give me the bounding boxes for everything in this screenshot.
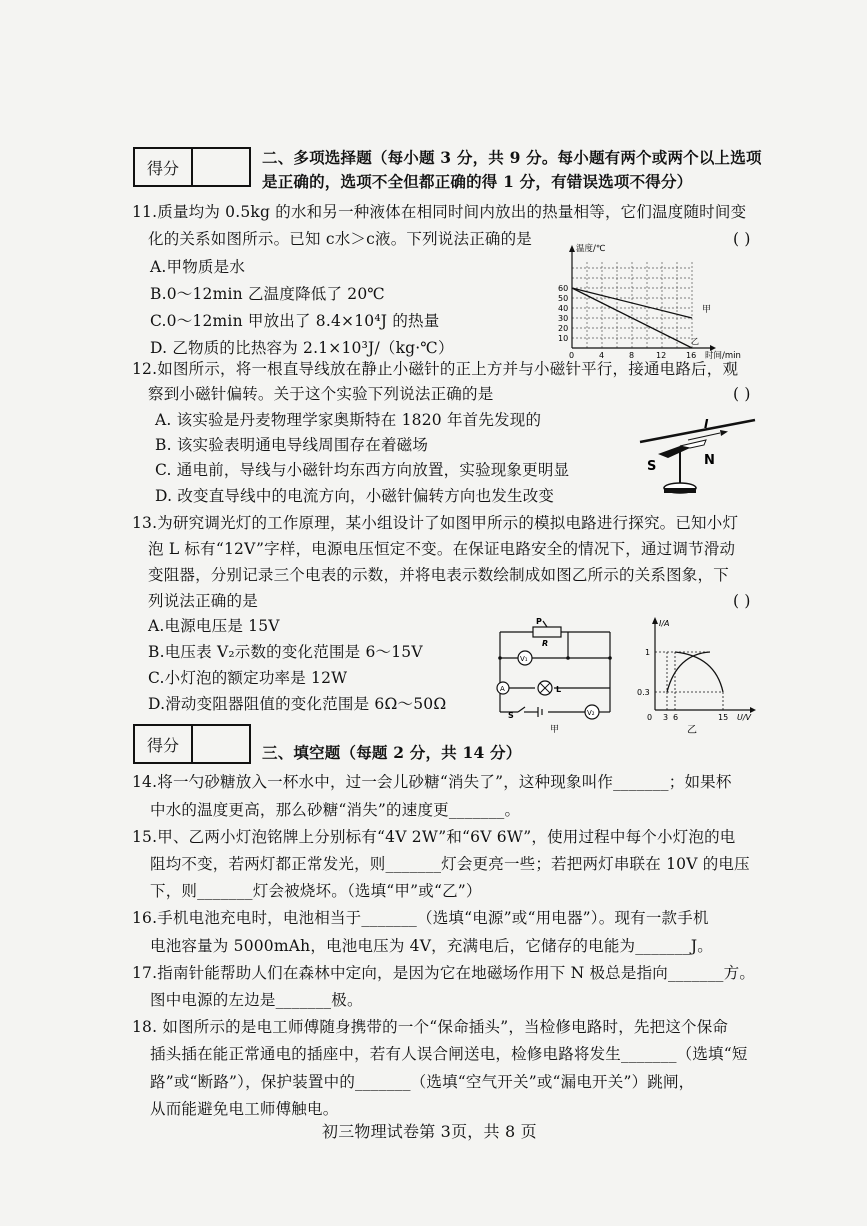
option: B.0～12min 乙温度降低了 20℃ bbox=[150, 285, 385, 303]
question-stem: 化的关系如图所示。已知 c水＞c液。下列说法正确的是 bbox=[148, 230, 532, 248]
x-tick: 16 bbox=[686, 351, 697, 360]
option: C.0～12min 甲放出了 8.4×10⁴J 的热量 bbox=[150, 312, 440, 330]
option: C. 通电前，导线与小磁针均东西方向放置，实验现象更明显 bbox=[155, 461, 570, 479]
option: D. 改变直导线中的电流方向，小磁针偏转方向也发生改变 bbox=[155, 487, 555, 505]
question-stem: 12.如图所示，将一根直导线放在静止小磁针的正上方并与小磁针平行，接通电路后，观 bbox=[132, 360, 739, 378]
ammeter-label: A bbox=[500, 685, 505, 693]
x-tick: 0 bbox=[647, 713, 653, 722]
score-box bbox=[133, 724, 251, 764]
section-heading: 是正确的，选项不全但都正确的得 1 分，有错误选项不得分） bbox=[262, 172, 693, 191]
lamp-label: L bbox=[556, 685, 562, 694]
question-line: 16.手机电池充电时，电池相当于_______（选填“电源”或“用电器”）。现有一款手机 bbox=[132, 909, 709, 927]
y-axis-label: I/A bbox=[659, 619, 670, 628]
south-pole-label: S bbox=[647, 459, 657, 474]
option: A.电源电压是 15V bbox=[148, 617, 280, 635]
option: A.甲物质是水 bbox=[150, 258, 246, 276]
y-tick: 20 bbox=[558, 324, 569, 333]
score-value bbox=[193, 726, 249, 762]
answer-paren: ( ) bbox=[733, 592, 751, 610]
question-line: 路”或“断路”），保护装置中的_______（选填“空气开关”或“漏电开关”）跳闸， bbox=[150, 1073, 695, 1091]
y-tick: 50 bbox=[558, 294, 569, 303]
question-line: 15.甲、乙两小灯泡铭牌上分别标有“4V 2W”和“6V 6W”，使用过程中每个小灯泡的电 bbox=[132, 828, 736, 846]
option: D. 乙物质的比热容为 2.1×10³J/（kg·℃） bbox=[150, 339, 454, 357]
temperature-time-graph bbox=[550, 240, 760, 360]
voltmeter-v1-label: V₁ bbox=[520, 655, 528, 663]
x-axis-label: 时间/min bbox=[705, 351, 741, 360]
option: B.电压表 V₂示数的变化范围是 6～15V bbox=[148, 643, 423, 661]
section-heading: 二、多项选择题（每小题 3 分，共 9 分。每小题有两个或两个以上选项 bbox=[262, 148, 762, 167]
question-line: 阻均不变，若两灯都正常发光，则_______灯会更亮一些；若把两灯串联在 10V 的电压 bbox=[150, 855, 750, 873]
page-footer: 初三物理试卷第 3页，共 8 页 bbox=[322, 1122, 537, 1141]
circuit-diagram bbox=[490, 614, 625, 734]
question-line: 插头插在能正常通电的插座中，若有人误合闸送电，检修电路将发生_______（选填“短 bbox=[150, 1045, 748, 1063]
option: B. 该实验表明通电导线周围存在着磁场 bbox=[155, 436, 429, 454]
switch-label: S bbox=[508, 711, 514, 720]
question-stem: 察到小磁针偏转。关于这个实验下列说法正确的是 bbox=[148, 385, 494, 403]
series-label-jia: 甲 bbox=[702, 305, 712, 315]
answer-paren: ( ) bbox=[733, 230, 751, 248]
question-line: 图中电源的左边是_______极。 bbox=[150, 991, 363, 1009]
north-pole-label: N bbox=[704, 453, 715, 468]
y-tick: 0.3 bbox=[637, 688, 650, 697]
option: C.小灯泡的额定功率是 12W bbox=[148, 669, 348, 687]
question-line: 下，则_______灯会被烧坏。（选填“甲”或“乙”） bbox=[150, 882, 482, 900]
score-label: 得分 bbox=[135, 726, 193, 762]
score-box bbox=[133, 147, 251, 187]
y-tick: 10 bbox=[558, 334, 569, 343]
graph-caption: 乙 bbox=[687, 725, 697, 736]
x-tick: 12 bbox=[656, 351, 667, 360]
question-stem: 泡 L 标有“12V”字样，电源电压恒定不变。在保证电路安全的情况下，通过调节滑动 bbox=[148, 540, 736, 558]
slider-label: P bbox=[536, 617, 542, 626]
question-line: 14.将一勺砂糖放入一杯水中，过一会儿砂糖“消失了”，这种现象叫作_______；如果杯 bbox=[132, 773, 732, 791]
section-heading: 三、填空题（每题 2 分，共 14 分） bbox=[262, 743, 522, 762]
y-tick: 60 bbox=[558, 284, 569, 293]
question-line: 17.指南针能帮助人们在森林中定向，是因为它在地磁场作用下 N 极总是指向_______方。 bbox=[132, 964, 756, 982]
x-axis-label: U/V bbox=[737, 713, 752, 722]
x-tick: 3 bbox=[663, 713, 669, 722]
question-stem: 11.质量均为 0.5kg 的水和另一种液体在相同时间内放出的热量相等，它们温度随时间变 bbox=[132, 203, 747, 221]
x-tick: 4 bbox=[599, 351, 605, 360]
question-line: 从而能避免电工师傅触电。 bbox=[150, 1100, 339, 1118]
option: D.滑动变阻器阻值的变化范围是 6Ω～50Ω bbox=[148, 695, 447, 713]
answer-paren: ( ) bbox=[733, 385, 751, 403]
voltmeter-v2-label: V₂ bbox=[587, 709, 595, 717]
question-stem: 13.为研究调光灯的工作原理，某小组设计了如图甲所示的模拟电路进行探究。已知小灯 bbox=[132, 514, 739, 532]
series-label-yi: 乙 bbox=[691, 337, 699, 346]
circuit-caption: 甲 bbox=[550, 725, 560, 734]
question-stem: 变阻器，分别记录三个电表的示数，并将电表示数绘制成如图乙所示的关系图象，下 bbox=[148, 566, 729, 584]
x-tick: 0 bbox=[569, 351, 575, 360]
current-label: I bbox=[704, 417, 709, 431]
question-stem: 列说法正确的是 bbox=[148, 592, 258, 610]
x-tick: 6 bbox=[673, 713, 679, 722]
resistor-label: R bbox=[542, 639, 549, 648]
option: A. 该实验是丹麦物理学家奥斯特在 1820 年首先发现的 bbox=[155, 411, 542, 429]
current-voltage-graph bbox=[625, 614, 765, 736]
question-line: 电池容量为 5000mAh，电池电压为 4V，充满电后，它储存的电能为_______J。 bbox=[150, 937, 713, 955]
oersted-experiment-figure bbox=[620, 412, 770, 504]
score-label: 得分 bbox=[135, 149, 193, 185]
y-axis-label: 温度/℃ bbox=[576, 244, 606, 254]
y-tick: 40 bbox=[558, 304, 569, 313]
x-tick: 8 bbox=[629, 351, 635, 360]
y-tick: 30 bbox=[558, 314, 569, 323]
question-line: 18. 如图所示的是电工师傅随身携带的一个“保命插头”，当检修电路时，先把这个保命 bbox=[132, 1018, 729, 1036]
question-line: 中水的温度更高，那么砂糖“消失”的速度更_______。 bbox=[150, 801, 521, 819]
x-tick: 15 bbox=[718, 713, 729, 722]
y-tick: 1 bbox=[645, 648, 651, 657]
score-value bbox=[193, 149, 249, 185]
